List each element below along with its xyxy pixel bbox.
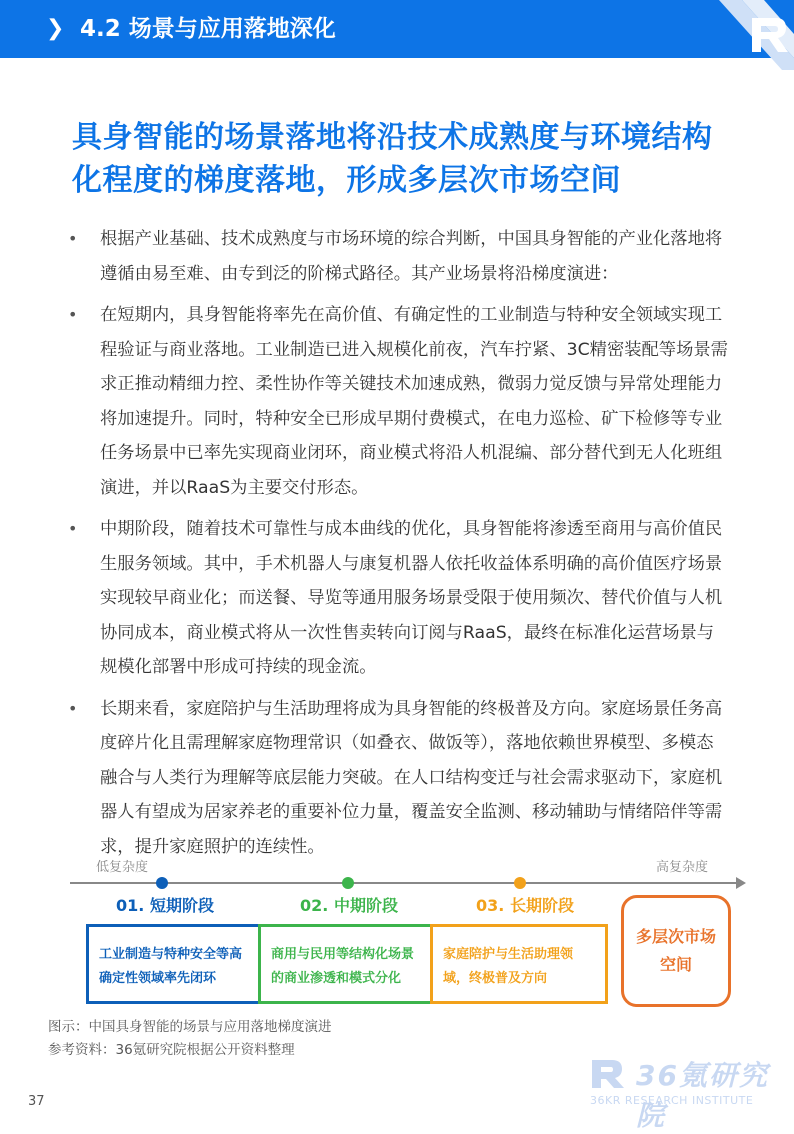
stage-1-dot	[156, 877, 168, 889]
final-outcome-text: 多层次市场空间	[636, 927, 717, 974]
stage-1-box	[86, 924, 264, 1004]
headline: 具身智能的场景落地将沿技术成熟度与环境结构化程度的梯度落地，形成多层次市场空间	[72, 120, 713, 198]
watermark-logo-icon	[590, 1058, 626, 1090]
stage-2-text: 商用与民用等结构化场景的商业渗透和模式分化	[271, 947, 415, 986]
bullet-dot: •	[68, 305, 78, 324]
watermark	[590, 1054, 775, 1132]
stage-3-box	[430, 924, 608, 1004]
stage-1-text: 工业制造与特种安全等高确定性领域率先闭环	[99, 947, 243, 986]
bullet-text: 长期来看，家庭陪护与生活助理将成为具身智能的终极普及方向。家庭场景任务高度碎片化且需理解家庭物理常识（如叠衣、做饭等），落地依赖世界模型、多模态融合与人类行为理解等底层能力突破。在人口结构变迁与社会需求驱动下，家庭机器人有望成为居家养老的重要补位力量，覆盖安全监测、移动辅助与情绪陪伴等需求，提升家庭照护的连续性。	[100, 698, 723, 857]
watermark-en: 36KR RESEARCH INSTITUTE	[590, 1094, 754, 1107]
bullet-item	[68, 298, 728, 505]
complexity-axis	[70, 882, 740, 884]
stage-2-dot	[342, 877, 354, 889]
figure-caption: 图示：中国具身智能的场景与应用落地梯度演进	[48, 1019, 332, 1035]
axis-low-label: 低复杂度	[96, 860, 149, 875]
bullet-text: 在短期内，具身智能将率先在高价值、有确定性的工业制造与特种安全领域实现工程验证与商业落地。工业制造已进入规模化前夜，汽车拧紧、3C精密装配等场景需求正推动精细力控、柔性协作等关键技术加速成熟，微弱力觉反馈与异常处理能力将加速提升。同时，特种安全已形成早期付费模式，在电力巡检、矿下检修等专业任务场景中已率先实现商业闭环，商业模式将沿人机混编、部分替代到无人化班组演进，并以RaaS为主要交付形态。	[100, 305, 728, 498]
axis-arrow-icon	[736, 877, 746, 889]
page-number: 37	[28, 1094, 45, 1109]
bullet-list	[68, 222, 728, 871]
bullet-text: 中期阶段，随着技术可靠性与成本曲线的优化，具身智能将渗透至商用与高价值民生服务领域。其中，手术机器人与康复机器人依托收益体系明确的高价值医疗场景实现较早商业化；而送餐、导览等通用服务场景受限于使用频次、替代价值与人机协同成本，商业模式将从一次性售卖转向订阅与RaaS，最终在标准化运营场景与规模化部署中形成可持续的现金流。	[100, 519, 723, 677]
stage-1-label: 01. 短期阶段	[116, 896, 214, 915]
stage-2-label: 02. 中期阶段	[300, 896, 398, 915]
stage-3-text: 家庭陪护与生活助理领域，终极普及方向	[443, 947, 574, 986]
axis-high-label: 高复杂度	[656, 860, 709, 875]
stage-3-label: 03. 长期阶段	[476, 896, 574, 915]
final-outcome-box	[621, 895, 731, 1007]
36kr-logo-icon	[664, 0, 794, 70]
bullet-dot: •	[68, 519, 78, 538]
section-title: 4.2 场景与应用落地深化	[80, 16, 336, 42]
stage-2-box	[258, 924, 436, 1004]
watermark-cn: 36氪研究院	[636, 1059, 769, 1132]
stage-3-dot	[514, 877, 526, 889]
chevron-right-icon: ❯	[46, 16, 65, 41]
bullet-text: 根据产业基础、技术成熟度与市场环境的综合判断，中国具身智能的产业化落地将遵循由易至难、由专到泛的阶梯式路径。其产业场景将沿梯度演进：	[100, 229, 723, 284]
bullet-item	[68, 692, 728, 865]
bullet-dot: •	[68, 229, 78, 248]
bullet-item	[68, 512, 728, 685]
bullet-item	[68, 222, 728, 291]
bullet-dot: •	[68, 698, 78, 718]
source-caption: 参考资料：36氪研究院根据公开资料整理	[48, 1042, 295, 1058]
